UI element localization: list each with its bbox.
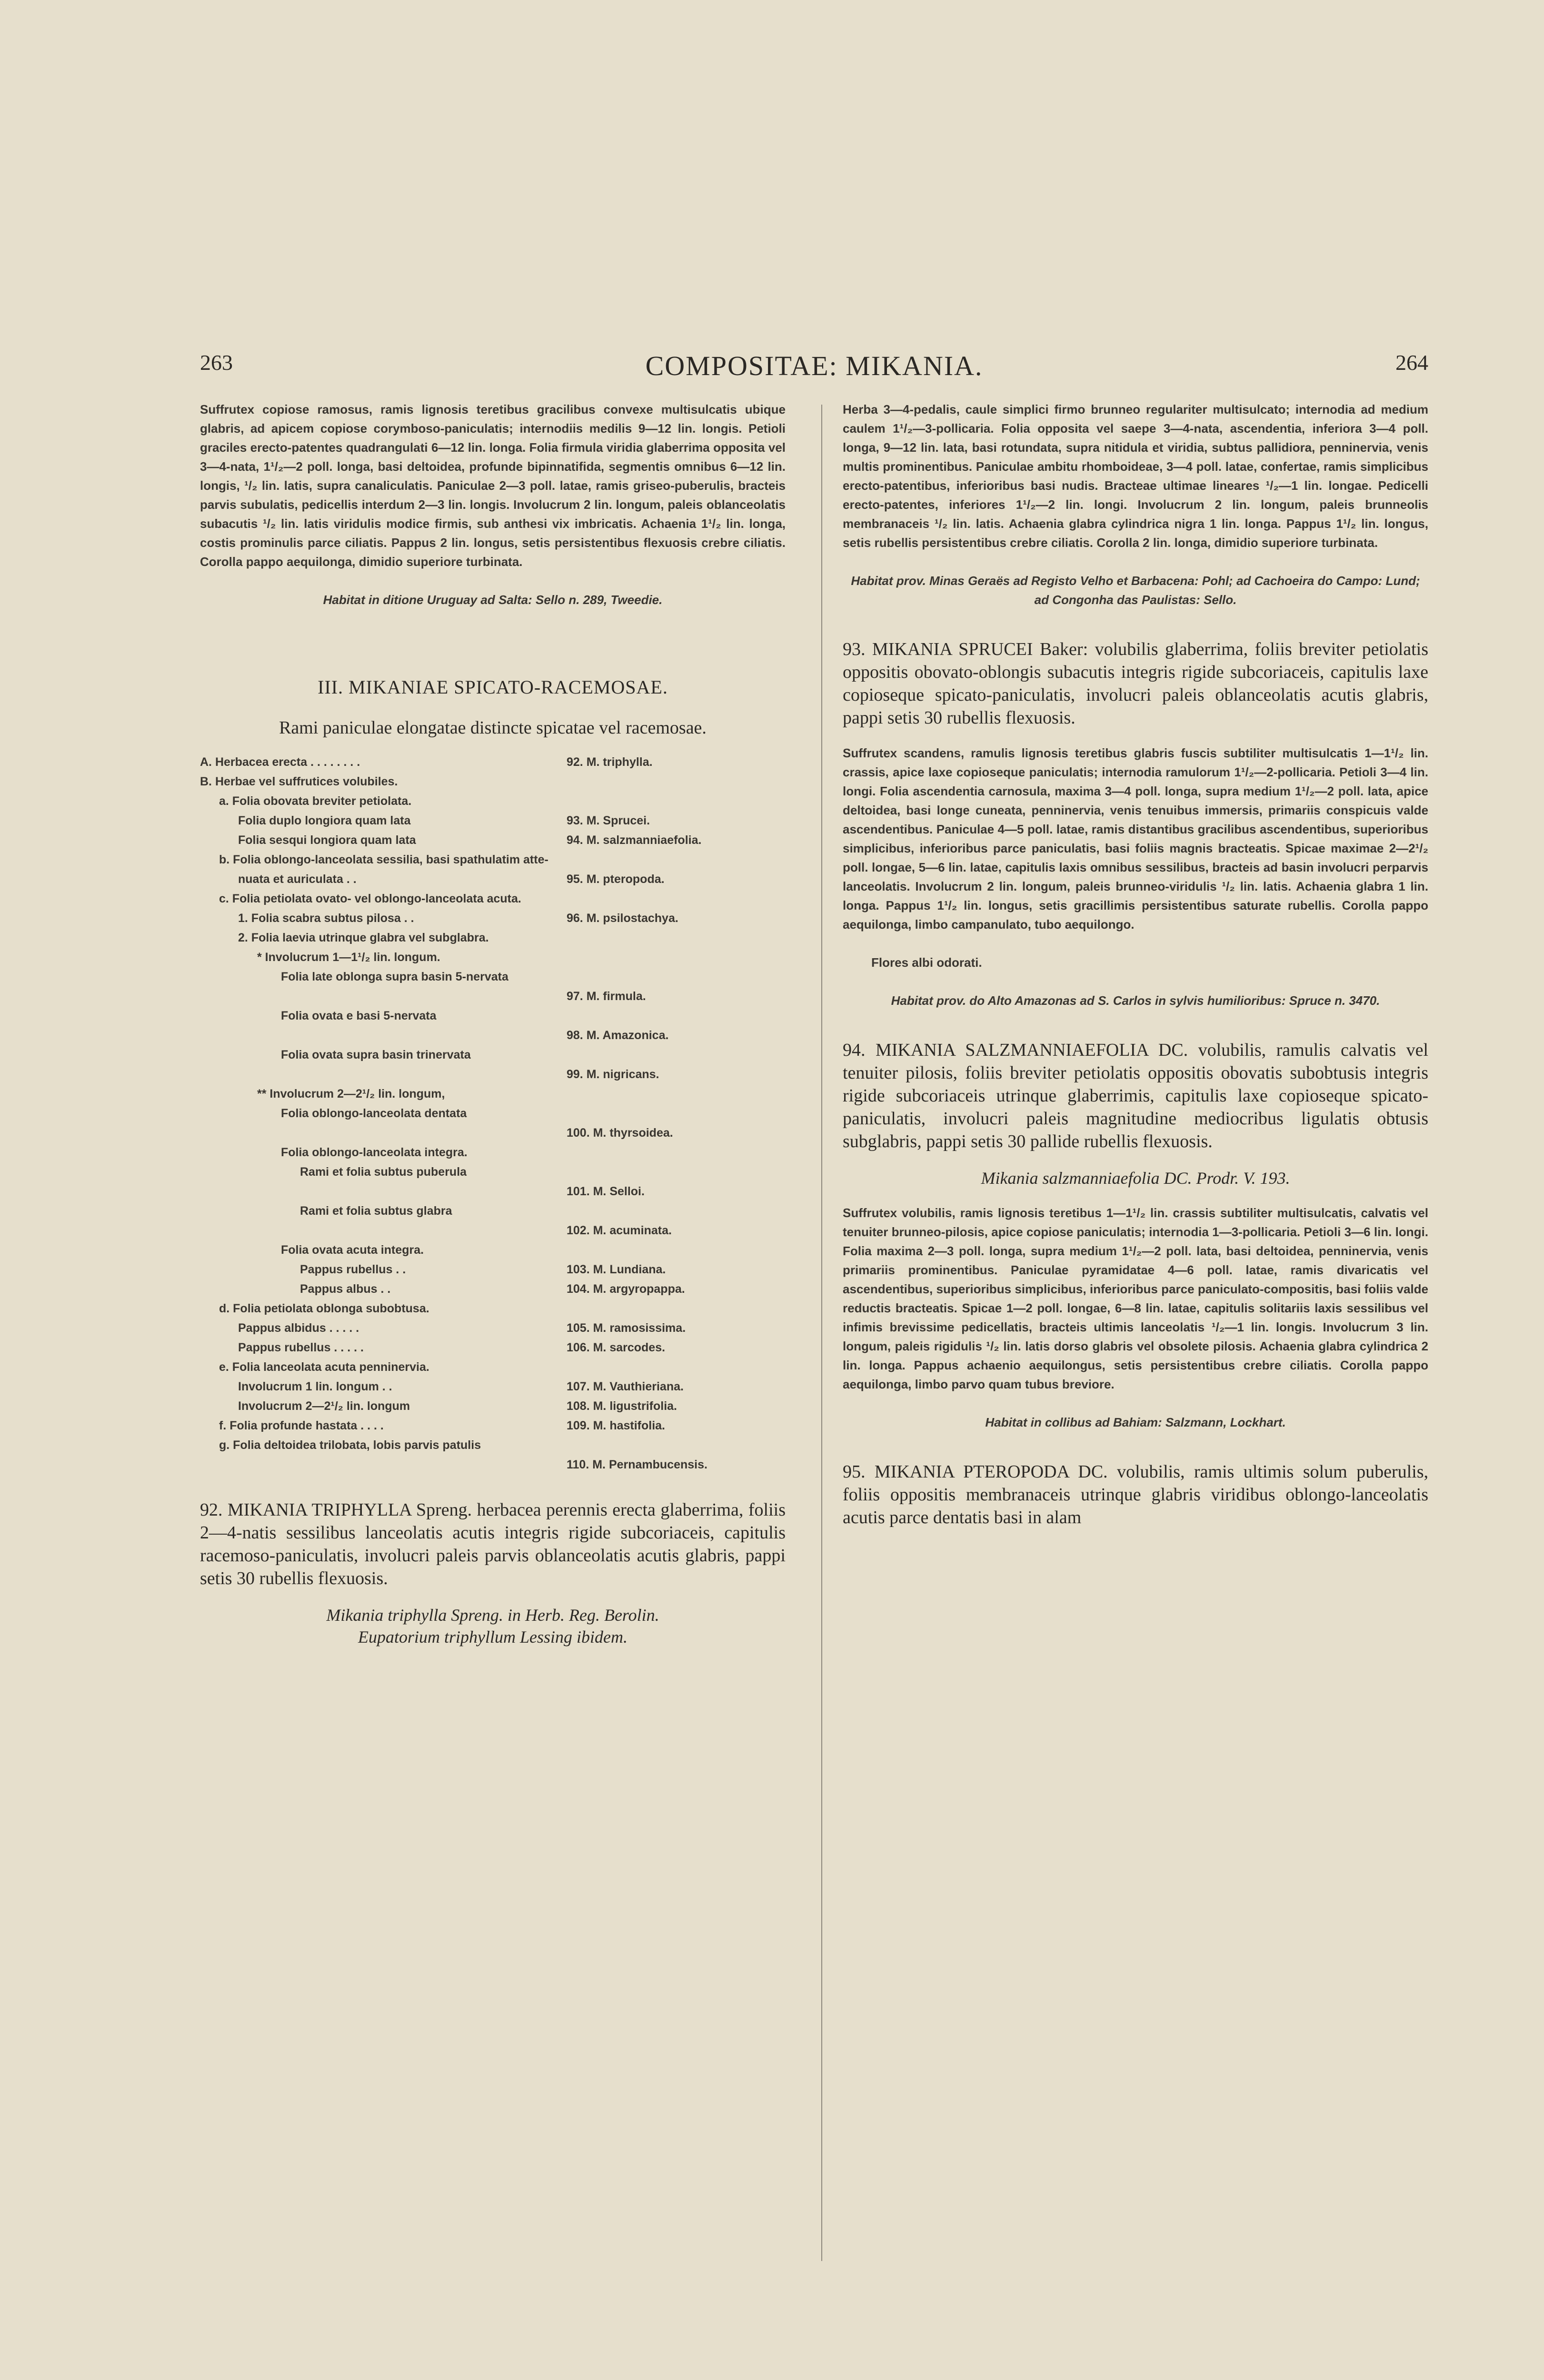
- key-line: [200, 948, 786, 967]
- key-text: c. Folia petiolata ovato- vel oblongo-lanceolata acuta.: [219, 892, 521, 905]
- key-line: [200, 889, 786, 909]
- key-line: [200, 1416, 786, 1436]
- key-line: [200, 1377, 786, 1397]
- key-text: ** Involucrum 2—2¹/₂ lin. longum,: [257, 1087, 445, 1101]
- key-species-ref: 95. M. pteropoda.: [567, 873, 665, 886]
- key-line: [200, 1084, 786, 1104]
- key-species-ref: 110. M. Pernambucensis.: [567, 1458, 707, 1471]
- key-text: Involucrum 2—2¹/₂ lin. longum: [238, 1399, 410, 1413]
- key-text: * Involucrum 1—1¹/₂ lin. longum.: [257, 951, 440, 964]
- key-line: [200, 1455, 786, 1475]
- key-text: Pappus rubellus . . . . .: [238, 1341, 364, 1354]
- key-text: Folia oblongo-lanceolata integra.: [281, 1146, 468, 1159]
- key-text: B. Herbae vel suffrutices volubiles.: [200, 775, 398, 788]
- key-line: [200, 1358, 786, 1377]
- key-line: [200, 1006, 786, 1026]
- species-92-diagnosis: 92. MIKANIA TRIPHYLLA Spreng. herbacea perennis erecta glaberrima, foliis 2—4-natis sessilibus lanceolatis acutis integris rigide subcoriaceis, capitulis racemoso-paniculatis, involucri paleis parvis oblanceolatis acutis glabris, pappi setis 30 rubellis flexuosis.: [200, 1500, 786, 1588]
- species-95-diagnosis: 95. MIKANIA PTEROPODA DC. volubilis, ramis ultimis solum puberulis, foliis oppositis membranaceis utrinque glabris viridibus oblongo-lanceolatis acutis parce dentatis basi in alam: [843, 1462, 1428, 1527]
- key-species-ref: 101. M. Selloi.: [567, 1185, 645, 1198]
- species-93-flowers-note: Flores albi odorati.: [871, 955, 982, 970]
- key-line: [200, 831, 786, 850]
- key-line: [200, 1436, 786, 1455]
- key-line: [200, 1201, 786, 1221]
- key-line: [200, 1299, 786, 1319]
- running-title: COMPOSITAE: MIKANIA.: [645, 350, 983, 381]
- key-species-ref: 103. M. Lundiana.: [567, 1263, 666, 1276]
- subsection-title: III. MIKANIAE SPICATO-RACEMOSAE.: [318, 676, 668, 698]
- key-line: [200, 928, 786, 948]
- species-94-description: Suffrutex volubilis, ramis lignosis teretibus 1—1¹/₂ lin. crassis subtiliter multisulcatis, calvatis vel tenuiter brunneo-pilosis, apice copiose paniculatis; internodia 1—3-pollicaria. Petioli 3—6 lin. longi. Folia maxima 2—3 poll. longa, supra medium 1¹/₂—2 poll. lata, basi deltoidea, penninervia, venis primariis prominentibus. Paniculae pyramidatae 4—6 poll. latae, ramis divaricatis vel ascendentibus, superioribus simplicibus, inferioribus parce paniculato-compositis, basi foliis valde reductis bracteatis. Spicae 1—2 poll. longae, 6—8 lin. latae, capitulis solitariis laxis sessilibus vel infimis brevissime pedicellatis, bracteis ultimis lanceolatis ¹/₂—1 lin. longis. Involucrum 3 lin. longum, paleis rigidulis ¹/₂ lin. latis dorso glabris vel obsolete pilosis. Achaenia glabra cylindrica 2 lin. longa. Pappus achaenio aequilongus, setis persistentibus crebre ciliatis. Corolla pappo aequilonga, limbo parvo quam tubus breviore.: [843, 1206, 1428, 1391]
- key-line: [200, 1065, 786, 1084]
- key-text: Rami et folia subtus glabra: [300, 1204, 452, 1218]
- key-text: d. Folia petiolata oblonga subobtusa.: [219, 1302, 429, 1315]
- key-line: [200, 1143, 786, 1162]
- key-text: Pappus albus . .: [300, 1282, 391, 1296]
- key-species-ref: 96. M. psilostachya.: [567, 912, 678, 925]
- key-line: [200, 909, 786, 928]
- key-species-ref: 109. M. hastifolia.: [567, 1419, 666, 1432]
- species-94-habitat: Habitat in collibus ad Bahiam: Salzmann, Lockhart.: [985, 1415, 1286, 1429]
- key-line: [200, 1026, 786, 1045]
- key-line: [200, 1123, 786, 1143]
- key-text: g. Folia deltoidea trilobata, lobis parvis patulis: [219, 1438, 481, 1452]
- key-line: [200, 1045, 786, 1065]
- page-number-left: 263: [200, 350, 233, 375]
- key-line: [200, 1182, 786, 1201]
- species-key: [200, 753, 786, 1475]
- key-line: [200, 1319, 786, 1338]
- key-species-ref: 104. M. argyropappa.: [567, 1282, 685, 1296]
- key-text: A. Herbacea erecta . . . . . . . .: [200, 755, 360, 769]
- key-text: b. Folia oblongo-lanceolata sessilia, basi spathulatim atte-: [219, 853, 548, 866]
- key-line: [200, 1397, 786, 1416]
- key-line: [200, 811, 786, 831]
- key-species-ref: 107. M. Vauthieriana.: [567, 1380, 684, 1393]
- species-92-synonym: Eupatorium triphyllum Lessing ibidem.: [358, 1627, 628, 1646]
- key-text: Folia duplo longiora quam lata: [238, 814, 411, 827]
- species-93-habitat: Habitat prov. do Alto Amazonas ad S. Carlos in sylvis humilioribus: Spruce n. 3470.: [891, 993, 1380, 1008]
- key-text: Folia ovata supra basin trinervata: [281, 1048, 471, 1061]
- key-line: [200, 1104, 786, 1123]
- key-species-ref: 97. M. firmula.: [567, 990, 646, 1003]
- key-species-ref: 100. M. thyrsoidea.: [567, 1126, 673, 1140]
- key-text: Folia sesqui longiora quam lata: [238, 833, 416, 847]
- key-line: [200, 870, 786, 889]
- key-line: [200, 1221, 786, 1240]
- key-text: Folia ovata e basi 5-nervata: [281, 1009, 437, 1022]
- key-line: [200, 1338, 786, 1358]
- key-text: e. Folia lanceolata acuta penninervia.: [219, 1360, 429, 1374]
- key-species-ref: 106. M. sarcodes.: [567, 1341, 666, 1354]
- key-species-ref: 98. M. Amazonica.: [567, 1029, 669, 1042]
- key-species-ref: 105. M. ramosissima.: [567, 1321, 686, 1335]
- column-divider: [821, 405, 822, 2261]
- species-93-description: Suffrutex scandens, ramulis lignosis teretibus glabris fuscis subtiliter multisulcatis 1—1¹/₂ lin. crassis, apice laxe copioseque paniculatis; internodia ramulorum 1¹/₂—2-pollicaria. Petioli 3—4 lin. longi. Folia ascendentia carnosula, maxima 3—4 poll. longa, supra medium 1¹/₂—2 poll. lata, apice deltoidea, basi longe cuneata, penninervia, venis tenuibus immersis, primariis conspicuis valde ascendentibus. Paniculae 4—5 poll. latae, ramis distantibus gracilibus ascendentibus, superioribus simplicibus, inferioribus parce paniculatis, basi foliis magnis bracteatis. Spicae maximae 2—2¹/₂ poll. longae, 5—6 lin. latae, capitulis laxis omnibus sessilibus, bracteis ad basin involucri perparvis lanceolatis. Involucrum 2 lin. longum, paleis brunneo-viridulis ¹/₂ lin. latis. Achaenia glabra 1 lin. longa. Pappus 1¹/₂ lin. longus, setis gracillimis persistentibus saturate rubellis. Corolla pappo aequilonga, limbo campanulato, tubo aequilongo.: [843, 746, 1428, 932]
- key-text: Folia oblongo-lanceolata dentata: [281, 1107, 467, 1120]
- key-line: [200, 1240, 786, 1260]
- key-line: [200, 850, 786, 870]
- key-species-ref: 92. M. triphylla.: [567, 755, 653, 769]
- key-text: Pappus albidus . . . . .: [238, 1321, 359, 1335]
- key-text: a. Folia obovata breviter petiolata.: [219, 794, 412, 808]
- key-text: 1. Folia scabra subtus pilosa . .: [238, 912, 414, 925]
- key-line: [200, 792, 786, 811]
- key-line: [200, 967, 786, 987]
- key-text: f. Folia profunde hastata . . . .: [219, 1419, 384, 1432]
- key-species-ref: 94. M. salzmanniaefolia.: [567, 833, 702, 847]
- description-paragraph: Suffrutex copiose ramosus, ramis lignosis teretibus gracilibus convexe multisulcatis ubique glabris, ad apicem copiose corymboso-paniculatis; internodiis medilis 9—12 lin. longis. Petioli graciles erecto-patentes quadrangulati 6—12 lin. longa. Folia firmula viridia glaberrima opposita vel 3—4-nata, 1¹/₂—2 poll. longa, basi deltoidea, profunde bipinnatifida, segmentis omnibus 6—12 lin. longis, ¹/₂ lin. latis, supra canaliculatis. Paniculae 2—3 poll. latae, ramis griseo-puberulis, bracteis parvis subulatis, pedicellis interdum 2—3 lin. longis. Involucrum 2 lin. longum, paleis oblanceolatis subacutis ¹/₂ lin. latis viridulis modice firmis, sub anthesi vix imbricatis. Achaenia 1¹/₂ lin. longa, costis prominulis parce ciliatis. Pappus 2 lin. longus, setis persistentibus flexuosis crebre ciliatis. Corolla pappo aequilonga, dimidio superiore turbinata.: [200, 402, 786, 569]
- key-species-ref: 102. M. acuminata.: [567, 1224, 672, 1237]
- key-text: 2. Folia laevia utrinque glabra vel subglabra.: [238, 931, 489, 944]
- key-text: Folia late oblonga supra basin 5-nervata: [281, 970, 508, 983]
- species-92-synonym: Mikania triphylla Spreng. in Herb. Reg. Berolin.: [326, 1606, 659, 1625]
- running-header: [200, 350, 1428, 393]
- species-94-diagnosis: 94. MIKANIA SALZMANNIAEFOLIA DC. volubilis, ramulis calvatis vel tenuiter pilosis, foliis breviter petiolatis oppositis obovatis subobtusis integris rigide subcoriaceis utrinque glaberrimis, capitulis laxe copioseque spicato-paniculatis, involucri paleis magnitudine mediocribus ligulatis obtusis subglabris, pappi setis 30 pallide rubellis flexuosis.: [843, 1040, 1428, 1151]
- key-line: [200, 1279, 786, 1299]
- key-line: [200, 987, 786, 1006]
- key-species-ref: 93. M. Sprucei.: [567, 814, 650, 827]
- subsection-subtitle: Rami paniculae elongatae distincte spicatae vel racemosae.: [279, 718, 707, 738]
- species-94-synonym: Mikania salzmanniaefolia DC. Prodr. V. 193.: [981, 1169, 1290, 1188]
- habitat-note: Habitat prov. Minas Geraës ad Registo Velho et Barbacena: Pohl; ad Cachoeira do Campo: Lund; ad Congonha das Paulistas: Sello.: [851, 574, 1420, 607]
- key-text: Folia ovata acuta integra.: [281, 1243, 424, 1257]
- description-paragraph: Herba 3—4-pedalis, caule simplici firmo brunneo regulariter multisulcato; internodia ad medium caulem 1¹/₂—3-pollicaria. Folia opposita vel saepe 3—4-nata, ascendentia, inferiora 3—4 poll. longa, 9—12 lin. lata, basi rotundata, supra nitidula et viridia, subtus pallidiora, penninervia, venis multis prominentibus. Paniculae ambitu rhomboideae, 3—4 poll. latae, confertae, ramis simplicibus erecto-patentibus, inferioribus basi nudis. Bracteae ultimae lineares ¹/₂—1 lin. longae. Pedicelli erecto-patentes, inferiores 1¹/₂—2 lin. longi. Involucrum 2 lin. longum, paleis brunneolis membranaceis ¹/₂ lin. latis. Achaenia glabra cylindrica nigra 1 lin. longa. Pappus 1¹/₂ lin. longus, setis rubellis persistentibus crebre ciliatis. Corolla 2 lin. longa, dimidio superiore turbinata.: [843, 402, 1428, 550]
- key-species-ref: 99. M. nigricans.: [567, 1068, 659, 1081]
- key-line: [200, 772, 786, 792]
- page-number-right: 264: [1395, 350, 1428, 375]
- left-column: [200, 400, 786, 1648]
- key-line: [200, 753, 786, 772]
- key-text: Pappus rubellus . .: [300, 1263, 406, 1276]
- key-line: [200, 1162, 786, 1182]
- right-column: [843, 400, 1428, 1543]
- species-93-diagnosis: 93. MIKANIA SPRUCEI Baker: volubilis glaberrima, foliis breviter petiolatis oppositis obovato-oblongis subacutis integris rigide subcoriaceis, capitulis laxe copioseque spicato-paniculatis, involucri paleis oblanceolatis acutis glabris, pappi setis 30 rubellis flexuosis.: [843, 639, 1428, 728]
- key-line: [200, 1260, 786, 1279]
- habitat-note: Habitat in ditione Uruguay ad Salta: Sello n. 289, Tweedie.: [323, 593, 663, 607]
- key-text: Rami et folia subtus puberula: [300, 1165, 467, 1179]
- key-text: Involucrum 1 lin. longum . .: [238, 1380, 392, 1393]
- key-text: nuata et auriculata . .: [238, 873, 357, 886]
- key-species-ref: 108. M. ligustrifolia.: [567, 1399, 677, 1413]
